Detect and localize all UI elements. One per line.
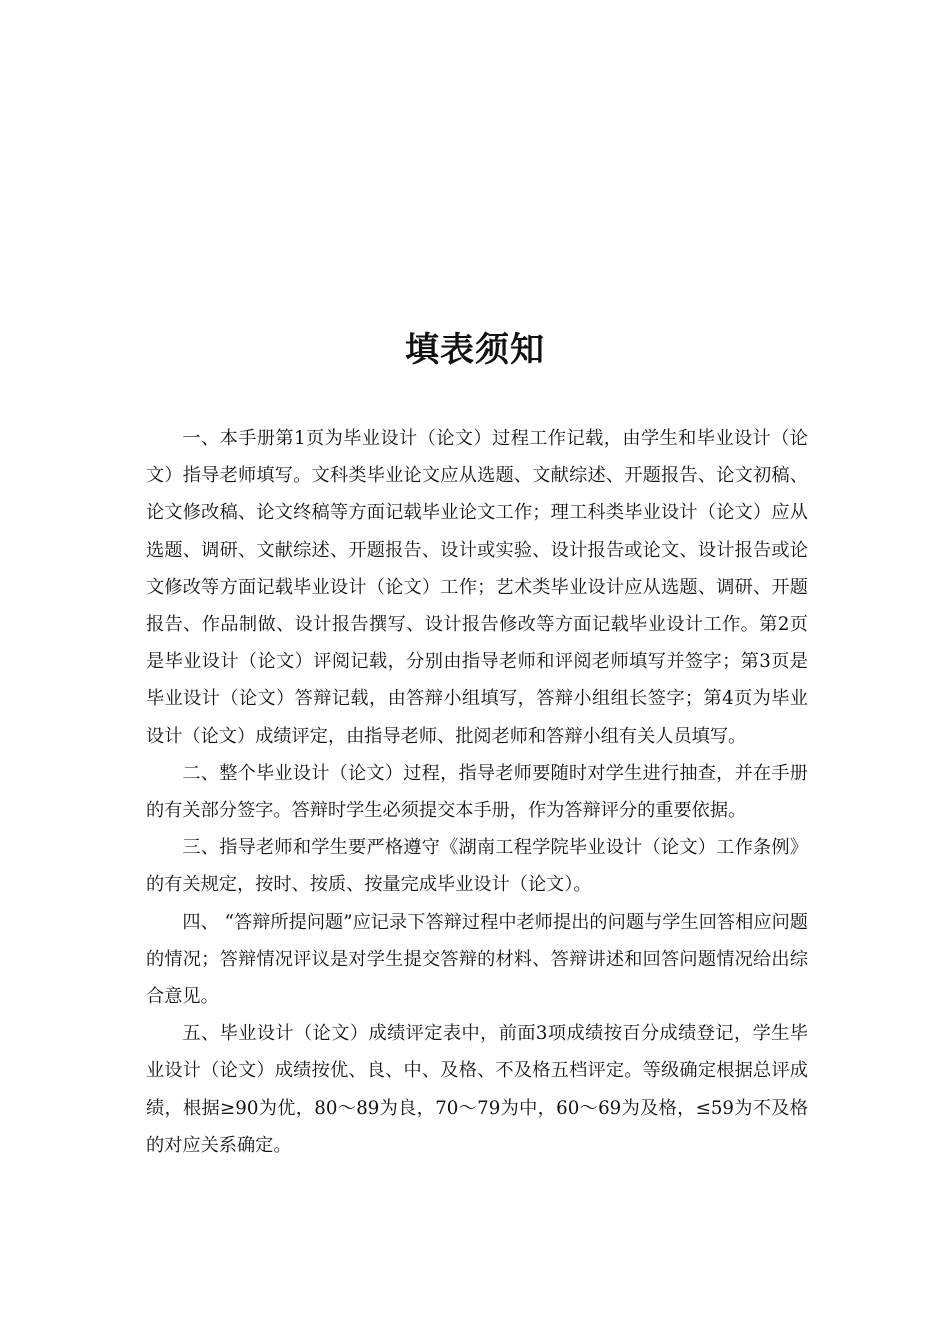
page-title: 填表须知 bbox=[405, 330, 545, 370]
instruction-paragraph-5: 五、毕业设计（论文）成绩评定表中，前面3项成绩按百分成绩登记，学生毕业设计（论文）成绩按优、良、中、及格、不及格五档评定。等级确定根据总评成绩，根据≥90为优，80～89为良，70～79为中，60～69为及格，≤59为不及格的对应关系确定。 bbox=[146, 1023, 808, 1156]
instruction-paragraph-3: 三、指导老师和学生要严格遵守《湖南工程学院毕业设计（论文）工作条例》的有关规定，按时、按质、按量完成毕业设计（论文）。 bbox=[146, 837, 808, 896]
instruction-paragraph-2: 二、整个毕业设计（论文）过程，指导老师要随时对学生进行抽查，并在手册的有关部分签字。答辩时学生必须提交本手册，作为答辩评分的重要依据。 bbox=[146, 762, 808, 822]
instruction-paragraph-1: 一、本手册第1页为毕业设计（论文）过程工作记载，由学生和毕业设计（论文）指导老师填写。文科类毕业论文应从选题、文献综述、开题报告、论文初稿、论文修改稿、论文终稿等方面记载毕业论文工作；理工科类毕业设计（论文）应从选题、调研、文献综述、开题报告、设计或实验、设计报告或论文、设计报告或论文修改等方面记载毕业设计（论文）工作；艺术类毕业设计应从选题、调研、开题报告、作品制做、设计报告撰写、设计报告修改等方面记载毕业设计工作。第2页是毕业设计（论文）评阅记载，分别由指导老师和评阅老师填写并签字；第3页是毕业设计（论文）答辩记载，由答辩小组填写，答辩小组组长签字；第4页为毕业设计（论文）成绩评定，由指导老师、批阅老师和答辩小组有关人员填写。 bbox=[146, 428, 808, 747]
instructions-body bbox=[146, 420, 808, 1164]
instruction-paragraph-4: 四、 “答辩所提问题”应记录下答辩过程中老师提出的问题与学生回答相应问题的情况；答辩情况评议是对学生提交答辩的材料、答辩讲述和回答问题情况给出综合意见。 bbox=[146, 911, 808, 1008]
